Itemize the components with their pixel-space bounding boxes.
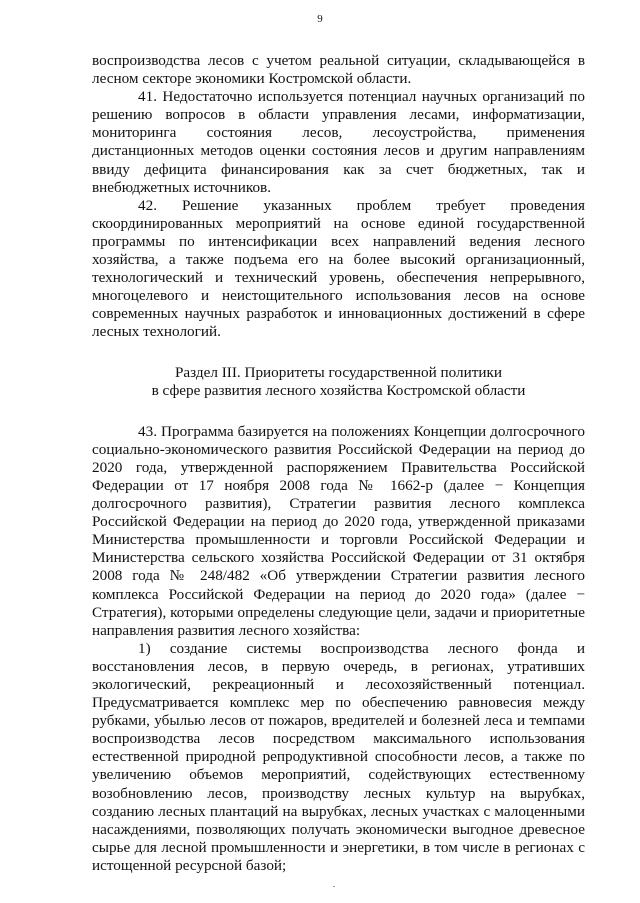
page-number: 9 bbox=[317, 13, 323, 25]
list-item-1: 1) создание системы воспроизводства лесного фонда и восстановления лесов, в первую очередь, в регионах, утративших экологический, рекреационный и лесохозяйственный потенциал. Предусматривается комплекс мер по обеспечению равновесия между рубками, убылью лесов от пожаров, вредителей и болезней леса и темпами воспроизводства лесов посредством максимального использования естественной природной репродуктивной способности лесов, а также по увеличению объемов мероприятий, содействующих естественному возобновлению лесов, производству лесных культур на вырубках, созданию лесных плантаций на вырубках, лесных участках с малоценными насаждениями, позволяющих получать экономически выгодное древесное сырье для лесной промышленности и энергетики, в том числе в регионах с истощенной ресурсной базой; bbox=[92, 639, 585, 874]
section-heading bbox=[92, 364, 585, 400]
scan-artifact-dot bbox=[333, 886, 335, 887]
paragraph-continuation: воспроизводства лесов с учетом реальной ситуации, складывающейся в лесном секторе экономики Костромской области. bbox=[92, 52, 585, 88]
document-body bbox=[92, 52, 585, 875]
paragraph-41: 41. Недостаточно используется потенциал научных организаций по решению вопросов в области управления лесами, информатизации, мониторинга состояния лесов, лесоустройства, применения дистанционных методов оценки состояния лесов и другим направлениям ввиду дефицита финансирования как за счет бюджетных, так и внебюджетных источников. bbox=[92, 88, 585, 196]
section-heading-line-2: в сфере развития лесного хозяйства Костромской области bbox=[151, 381, 526, 399]
paragraph-42: 42. Решение указанных проблем требует проведения скоординированных мероприятий на основе единой государственной программы по интенсификации всех направлений ведения лесного хозяйства, а также подъема его на более высокий организационный, технологический и технический уровень, обеспечения непрерывного, многоцелевого и неистощительного использования лесов на основе современных научных разработок и инновационных достижений в сфере лесных технологий. bbox=[92, 196, 585, 341]
paragraph-43: 43. Программа базируется на положениях Концепции долгосрочного социально-экономического развития Российской Федерации на период до 2020 года, утвержденной распоряжением Правительства Российской Федерации от 17 ноября 2008 года № 1662-р (далее − Концепция долгосрочного развития), Стратегии развития лесного комплекса Российской Федерации на период до 2020 года, утвержденной приказами Министерства промышленности и торговли Российской Федерации и Министерства сельского хозяйства Российской Федерации от 31 октября 2008 года № 248/482 «Об утверждении Стратегии развития лесного комплекса Российской Федерации на период до 2020 года» (далее − Стратегия), которыми определены следующие цели, задачи и приоритетные направления развития лесного хозяйства: bbox=[92, 422, 585, 639]
section-heading-line-1: Раздел III. Приоритеты государственной политики bbox=[174, 363, 503, 381]
